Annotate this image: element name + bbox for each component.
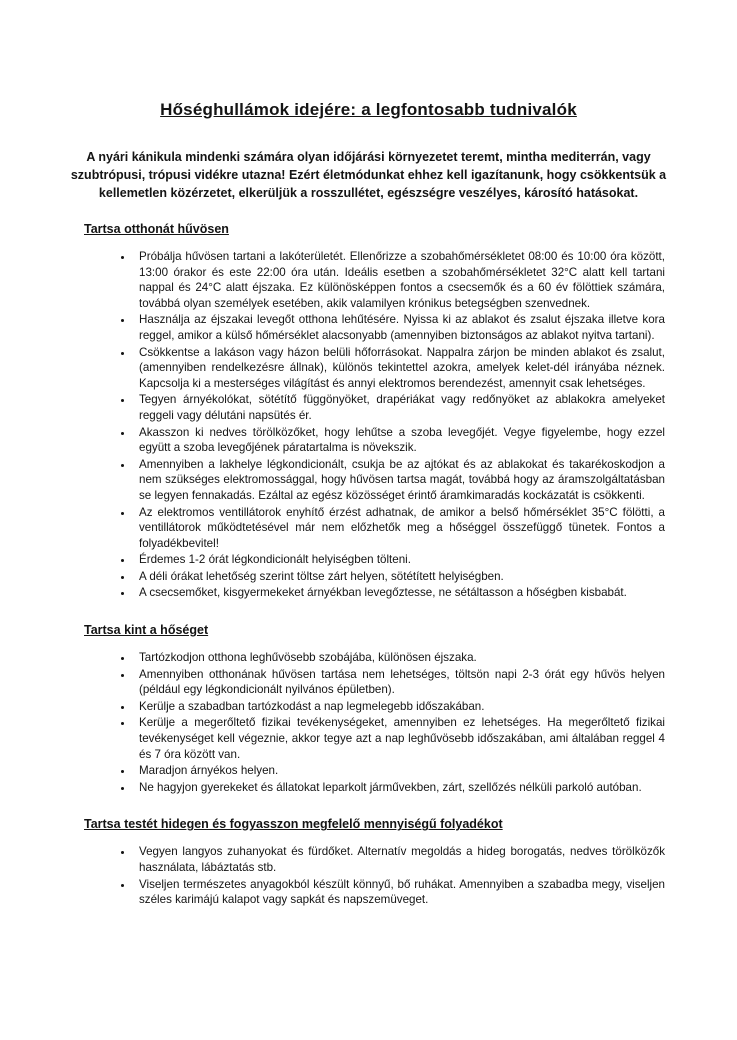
bullet-item: • Érdemes 1-2 órát légkondicionált helyiségben tölteni. — [133, 552, 665, 568]
intro-paragraph: A nyári kánikula mindenki számára olyan időjárási környezetet teremt, mintha mediterrán, vagy szubtrópusi, trópusi vidékre utazna! Ezért életmódunkat ehhez kell igazítanunk, hogy csökkentsük a kellemetlen közérzetet, elkerüljük a rosszullétet, egészségre veszélyes, károsító hatásokat. — [70, 150, 667, 200]
bullet-item: • Vegyen langyos zuhanyokat és fürdőket. Alternatív megoldás a hideg borogatás, nedves törölközők használata, lábáztatás stb. — [133, 844, 665, 875]
bullet-item: • Tegyen árnyékolókat, sötétítő függönyöket, drapériákat vagy redőnyöket az ablakokra amelyeket reggeli vagy délutáni napsütés ér. — [133, 392, 665, 423]
bullet-item: • A csecsemőket, kisgyermekeket árnyékban levegőztesse, ne sétáltasson a hőségben kisbabát. — [133, 585, 665, 601]
bullet-item: • Maradjon árnyékos helyen. — [133, 763, 665, 779]
bullet-list-keep-home-cool — [70, 249, 667, 601]
bullet-item: • Amennyiben a lakhelye légkondicionált, csukja be az ajtókat és az ablakokat és takarékoskodjon a nem szükséges elektromossággal, hogy hűvösen tartsa magát, továbbá hogy az áramszolgáltatásban se legyen fennakadás. Ezáltal az egész közösséget érintő áramkimaradás kockázatát is csökkenti. — [133, 457, 665, 504]
bullet-item: • Akasszon ki nedves törölközőket, hogy lehűtse a szoba levegőjét. Vegye figyelembe, hogy ezzel együtt a szoba levegőjének páratartalma is növekszik. — [133, 425, 665, 456]
bullet-item: • Ne hagyjon gyerekeket és állatokat leparkolt járművekben, zárt, szellőzés nélküli parkoló autóban. — [133, 780, 665, 796]
bullet-item: • A déli órákat lehetőség szerint töltse zárt helyen, sötétített helyiségben. — [133, 569, 665, 585]
section-heading-keep-heat-out: Tartsa kint a hőséget — [84, 623, 209, 638]
bullet-item: • Kerülje a szabadban tartózkodást a nap legmelegebb időszakában. — [133, 699, 665, 715]
bullet-item: • Az elektromos ventillátorok enyhítő érzést adhatnak, de amikor a belső hőmérséklet 35°C fölötti, a ventillátorok működtetésével már nem előzhetők meg a hőséggel összefüggő tünetek. Fontos a folyadékbevitel! — [133, 505, 665, 552]
bullet-list-keep-body-cool-hydrate — [70, 844, 667, 907]
bullet-item: • Amennyiben otthonának hűvösen tartása nem lehetséges, töltsön napi 2-3 órát egy hűvös helyen (például egy légkondicionált nyilvános épületben). — [133, 667, 665, 698]
bullet-item: • Csökkentse a lakáson vagy házon belüli hőforrásokat. Nappalra zárjon be minden ablakot és zsalut, (amennyiben rendelkezésre állnak), különös tekintettel azokra, amelyek kelet-dél irányába néznek. Kapcsolja ki a mesterséges világítást és annyi elektromos berendezést, amennyit csak lehetséges. — [133, 345, 665, 392]
document-title: Hőséghullámok idejére: a legfontosabb tudnivalók — [160, 100, 577, 119]
bullet-list-keep-heat-out — [70, 650, 667, 795]
section-heading-keep-home-cool: Tartsa otthonát hűvösen — [84, 222, 229, 236]
bullet-item: • Használja az éjszakai levegőt otthona lehűtésére. Nyissa ki az ablakot és zsalut éjszaka illetve kora reggel, amikor a külső hőmérséklet alacsonyabb (amennyiben biztonságos az ablakot nyitva tartani). — [133, 312, 665, 343]
bullet-item: • Tartózkodjon otthona leghűvösebb szobájába, különösen éjszaka. — [133, 650, 665, 666]
bullet-item: • Próbálja hűvösen tartani a lakóterületét. Ellenőrizze a szobahőmérsékletet 08:00 és 10:00 óra között, 13:00 órakor és este 22:00 óra után. Ideális esetben a szobahőmérsékletet 32°C alatt kell tartani nappal és 24°C alatt éjszaka. Ez különösképpen fontos a csecsemők és a 60 év fölöttiek számára, továbbá olyan személyek esetében, akik valamilyen krónikus betegségben szenvednek. — [133, 249, 665, 311]
bullet-item: • Viseljen természetes anyagokból készült könnyű, bő ruhákat. Amennyiben a szabadba megy, viseljen széles karimájú kalapot vagy sapkát és napszemüveget. — [133, 877, 665, 908]
bullet-item: • Kerülje a megerőltető fizikai tevékenységeket, amennyiben ez lehetséges. Ha megerőltető fizikai tevékenységet kell végeznie, akkor tegye azt a nap leghűvösebb időszakában, ami általában reggel 4 és 7 óra között van. — [133, 715, 665, 762]
section-heading-keep-body-cool-hydrate: Tartsa testét hidegen és fogyasszon megfelelő mennyiségű folyadékot — [84, 817, 503, 832]
